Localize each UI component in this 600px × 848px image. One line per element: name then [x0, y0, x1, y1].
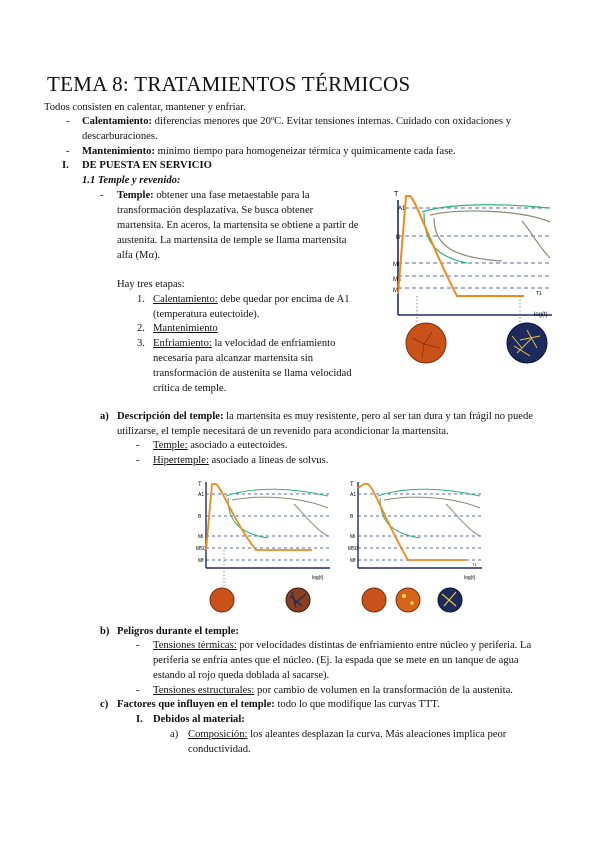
temple-line-5: alfa (Mα).: [117, 250, 161, 261]
ttt-diagram-temple: [362, 188, 554, 366]
bullet-dash: -: [100, 190, 104, 201]
label-Mi: Mi: [393, 262, 400, 268]
stage-num: 2.: [137, 323, 145, 334]
bullet-dash: -: [66, 146, 70, 157]
svg-text:Mi: Mi: [198, 534, 204, 540]
svg-text:log(t): log(t): [312, 575, 324, 581]
austenite-micrograph: [406, 323, 446, 363]
svg-text:T: T: [198, 482, 202, 488]
temple-line-1: Temple: obtener una fase metaestable para la: [117, 190, 310, 201]
part-b-title: Peligros durante el temple:: [117, 626, 239, 637]
label-logt: log(t): [534, 312, 548, 318]
stage-num: 1.: [137, 294, 145, 305]
bullet-dash: -: [66, 116, 70, 127]
part-b-item-1-cont: periferia se enfría antes que el núcleo. (Ej. la espada que se mete en un tanque de agua: [153, 655, 519, 666]
temple-line-2: transformación desplazativa. Se busca obtener: [117, 205, 314, 216]
stage-1: Calentamiento: debe quedar por encima de A1: [153, 294, 350, 305]
svg-text:Mi: Mi: [350, 534, 356, 540]
part-a-item-temple: Temple: asociado a eutectoides.: [153, 440, 288, 451]
stage-3: Enfriamiento: la velocidad de enfriamiento: [153, 338, 336, 349]
stage-3-cont: transformación de austenita se llama velocidad: [153, 368, 352, 379]
part-label: b): [100, 626, 110, 637]
svg-text:B: B: [350, 514, 354, 520]
stage-2: Mantenimiento: [153, 323, 218, 334]
bullet-dash: -: [136, 640, 140, 651]
svg-text:T1: T1: [472, 562, 477, 567]
temple-line-4: austenita. La martensita de temple se llama martensita: [117, 235, 347, 246]
label-A1: A1: [398, 206, 406, 212]
part-b-item-1-cont: estando al rojo queda doblada al sacarse).: [153, 670, 330, 681]
label-B: B: [396, 235, 401, 241]
sub-title: Debidos al material:: [153, 714, 245, 725]
bullet-dash: -: [136, 440, 140, 451]
temple-line-3: martensita. En aceros, la martensita se obtiene a partir de: [117, 220, 359, 231]
label-T1: T1: [536, 291, 542, 297]
svg-text:M50: M50: [348, 546, 358, 552]
section-num: I.: [62, 160, 69, 171]
svg-text:A1: A1: [198, 492, 205, 498]
bullet-mantenimiento: Mantenimiento: mínimo tiempo para homogeneizar térmica y químicamente cada fase.: [82, 146, 456, 157]
svg-text:B: B: [198, 514, 202, 520]
svg-text:log(t): log(t): [464, 575, 476, 581]
stage-3-cont: necesaria para alcanzar martensita sin: [153, 353, 313, 364]
part-a-line-2: utilizarse, el temple necesitará de un revenido para acondicionar la martensita.: [117, 426, 449, 437]
svg-text:T: T: [350, 482, 354, 488]
stage-num: 3.: [137, 338, 145, 349]
section-title: DE PUESTA EN SERVICIO: [82, 160, 212, 171]
svg-text:Mf: Mf: [198, 558, 204, 564]
composicion-line-1: Composición: los aleantes desplazan la curva. Más aleaciones implica peor: [188, 729, 507, 740]
sub-num: I.: [136, 714, 143, 725]
svg-text:M50: M50: [196, 546, 206, 552]
part-c-title: Factores que influyen en el temple: todo lo que modifique las curvas TTT.: [117, 699, 440, 710]
axis-label-T: T: [394, 191, 399, 198]
bullet-calentamiento-cont: descarburaciones.: [82, 131, 158, 142]
bullet-calentamiento: Calentamiento: diferencias menores que 20ºC. Evitar tensiones internas. Cuidado con oxidaciones y: [82, 116, 511, 127]
ttt-diagram-hipertemple: [336, 478, 486, 616]
part-a-line-1: Descripción del temple: la martensita es muy resistente, pero al ser tan dura y tan frágil no puede: [117, 411, 533, 422]
page-title: TEMA 8: TRATAMIENTOS TÉRMICOS: [47, 72, 411, 96]
part-a-item-hipertemple: Hipertemple: asociado a líneas de solvus.: [153, 455, 329, 466]
svg-text:Mf: Mf: [350, 558, 356, 564]
item-label: a): [170, 729, 179, 740]
intro-text: Todos consisten en calentar, mantener y enfriar.: [44, 102, 246, 113]
stages-intro: Hay tres etapas:: [117, 279, 185, 290]
subsection-title: 1.1 Temple y revenido:: [82, 175, 181, 186]
svg-text:A1: A1: [350, 492, 357, 498]
part-label: c): [100, 699, 109, 710]
part-b-item-1: Tensiones térmicas: por velocidades distintas de enfriamiento entre núcleo y periferia. La: [153, 640, 532, 651]
label-Ms: Ms: [393, 277, 401, 283]
stage-3-cont: crítica de temple.: [153, 383, 227, 394]
part-b-item-2: Tensiones estructurales: por cambio de volumen en la transformación de la austenita.: [153, 685, 513, 696]
part-label: a): [100, 411, 109, 422]
bullet-dash: -: [136, 455, 140, 466]
label-Mf: Mf: [393, 288, 400, 294]
bullet-dash: -: [136, 685, 140, 696]
stage-1-cont: (temperatura eutectoide).: [153, 309, 260, 320]
ttt-diagram-temple-2: [184, 478, 334, 616]
composicion-line-2: conductividad.: [188, 744, 251, 755]
